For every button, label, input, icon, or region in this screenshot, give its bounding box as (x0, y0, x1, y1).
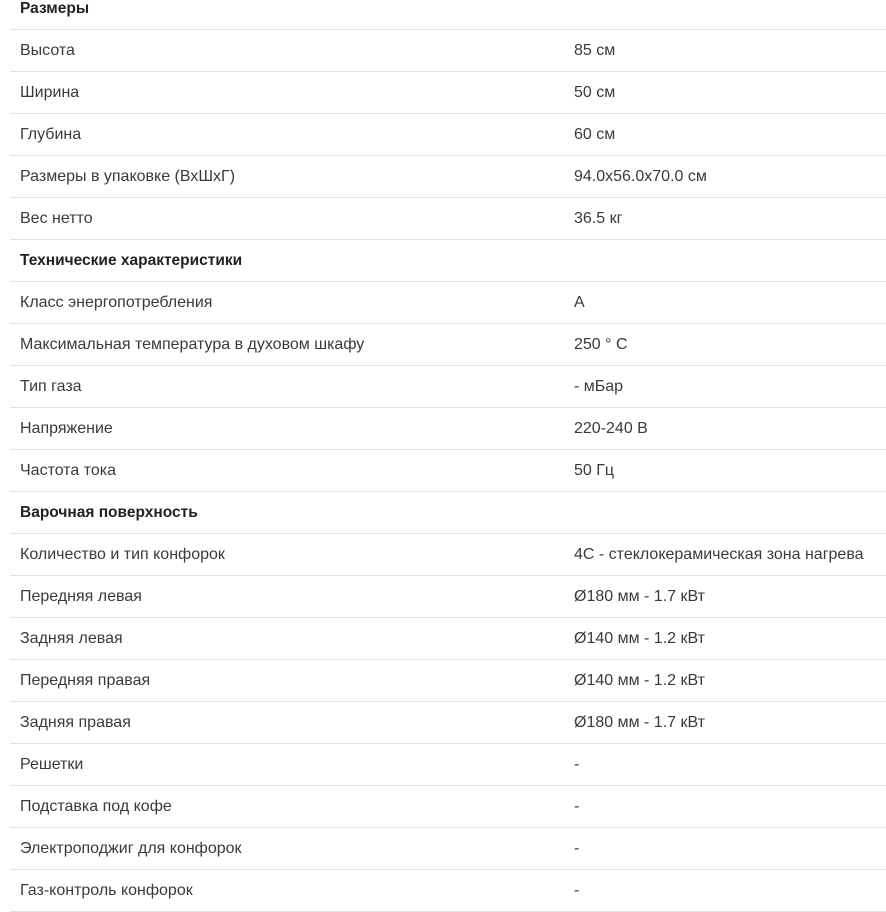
spec-row-package-size (10, 156, 886, 198)
spec-row-grates (10, 744, 886, 786)
spec-name: Передняя правая (20, 672, 151, 689)
spec-name: Решетки (20, 756, 84, 773)
spec-row-front-left (10, 576, 886, 618)
spec-value: Ø140 мм - 1.2 кВт (574, 630, 705, 647)
spec-value: 220-240 В (574, 420, 648, 437)
spec-name: Высота (20, 42, 75, 59)
spec-value: - (574, 840, 580, 857)
spec-row-frequency (10, 450, 886, 492)
spec-name: Частота тока (20, 462, 117, 479)
spec-value: - (574, 756, 580, 773)
spec-row-rear-right (10, 702, 886, 744)
spec-name: Класс энергопотребления (20, 294, 213, 311)
spec-row-gas-control (10, 870, 886, 912)
spec-name: Задняя правая (20, 714, 131, 731)
section-header-dimensions (10, 0, 886, 30)
spec-name: Газ-контроль конфорок (20, 882, 193, 899)
spec-value: 85 см (574, 42, 616, 59)
spec-name: Ширина (20, 84, 80, 101)
spec-row-coffee-stand (10, 786, 886, 828)
spec-name: Максимальная температура в духовом шкафу (20, 336, 365, 353)
spec-row-voltage (10, 408, 886, 450)
spec-row-gas-type (10, 366, 886, 408)
spec-value: 60 см (574, 126, 616, 143)
spec-row-electric-ignition (10, 828, 886, 870)
spec-name: Передняя левая (20, 588, 142, 605)
spec-row-max-temperature (10, 324, 886, 366)
spec-name: Глубина (20, 126, 82, 143)
spec-name: Размеры в упаковке (ВхШхГ) (20, 168, 236, 185)
spec-value: - (574, 882, 580, 899)
section-title: Технические характеристики (20, 252, 243, 269)
section-header-technical (10, 240, 886, 282)
specs-table (10, 0, 886, 912)
spec-row-depth (10, 114, 886, 156)
spec-value: 94.0x56.0x70.0 см (574, 168, 707, 185)
spec-value: A (574, 294, 585, 311)
spec-value: - мБар (574, 378, 624, 395)
spec-value: 50 Гц (574, 462, 615, 479)
spec-value: 36.5 кг (574, 210, 623, 227)
spec-row-rear-left (10, 618, 886, 660)
spec-value: 250 ° C (574, 336, 628, 353)
spec-row-energy-class (10, 282, 886, 324)
section-header-hob (10, 492, 886, 534)
spec-row-burner-count (10, 534, 886, 576)
spec-row-width (10, 72, 886, 114)
spec-name: Задняя левая (20, 630, 123, 647)
section-title: Размеры (20, 0, 90, 17)
spec-name: Напряжение (20, 420, 113, 437)
spec-name: Тип газа (20, 378, 82, 395)
spec-value: - (574, 798, 580, 815)
spec-value: Ø180 мм - 1.7 кВт (574, 714, 705, 731)
spec-value: 50 см (574, 84, 616, 101)
spec-row-net-weight (10, 198, 886, 240)
section-title: Варочная поверхность (20, 504, 198, 521)
spec-name: Подставка под кофе (20, 798, 172, 815)
spec-row-height (10, 30, 886, 72)
spec-value: Ø180 мм - 1.7 кВт (574, 588, 705, 605)
spec-name: Электроподжиг для конфорок (20, 840, 242, 857)
spec-value: 4C - стеклокерамическая зона нагрева (574, 546, 864, 563)
spec-name: Количество и тип конфорок (20, 546, 225, 563)
spec-row-front-right (10, 660, 886, 702)
spec-value: Ø140 мм - 1.2 кВт (574, 672, 705, 689)
spec-name: Вес нетто (20, 210, 93, 227)
